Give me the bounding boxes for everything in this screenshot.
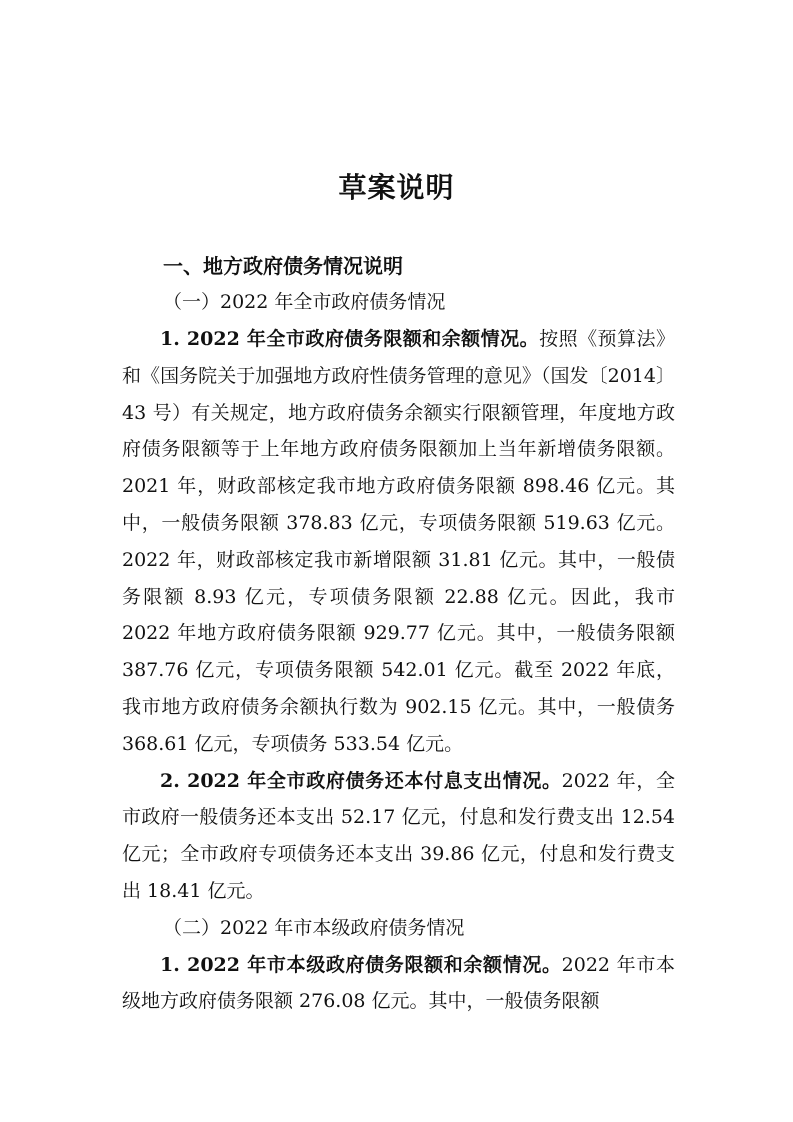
paragraph-debt-limit bbox=[122, 321, 675, 763]
subsection-heading-1: （一）2022 年全市政府债务情况 bbox=[163, 291, 446, 313]
paragraph-lead: 1. 2022 年市本级政府债务限额和余额情况。 bbox=[160, 953, 562, 976]
section-heading: 一、地方政府债务情况说明 bbox=[163, 254, 403, 278]
paragraph-text: 2022 年，全市政府一般债务还本支出 52.17 亿元，付息和发行费支出 12.54 亿元；全市政府专项债务还本支出 39.86 亿元，付息和发行费支出 18.41 亿元。 bbox=[122, 769, 675, 902]
paragraph-lead: 2. 2022 年全市政府债务还本付息支出情况。 bbox=[160, 769, 562, 792]
paragraph-text: 2022 年市本级地方政府债务限额 276.08 亿元。其中，一般债务限额 bbox=[122, 953, 675, 1013]
page-title: 草案说明 bbox=[338, 171, 455, 204]
paragraph-debt-service bbox=[122, 763, 675, 910]
subsection-heading-2: （二）2022 年市本级政府债务情况 bbox=[163, 916, 465, 939]
paragraph-city-level-debt bbox=[122, 947, 675, 1021]
paragraph-text: 按照《预算法》和《国务院关于加强地方政府性债务管理的意见》（国发〔2014〕43 号）有关规定，地方政府债务余额实行限额管理，年度地方政府债务限额等于上年地方政府债务限额加上当年新增债务限额。2021 年，财政部核定我市地方政府债务限额 898.46 亿元。其中，一般债务限额 378.83 亿元，专项债务限额 519.63 亿元。2022 年，财政部核定我市新增限额 31.81 亿元。其中，一般债务限额 8.93 亿元，专项债务限额 22.88 亿元。因此，我市 2022 年地方政府债务限额 929.77 亿元。其中，一般债务限额 387.76 亿元，专项债务限额 542.01 亿元。截至 2022 年底，我市地方政府债务余额执行数为 902.15 亿元。其中，一般债务 368.61 亿元，专项债务 533.54 亿元。 bbox=[122, 328, 675, 755]
paragraph-lead: 1. 2022 年全市政府债务限额和余额情况。 bbox=[160, 328, 540, 350]
body-text bbox=[122, 321, 675, 1020]
